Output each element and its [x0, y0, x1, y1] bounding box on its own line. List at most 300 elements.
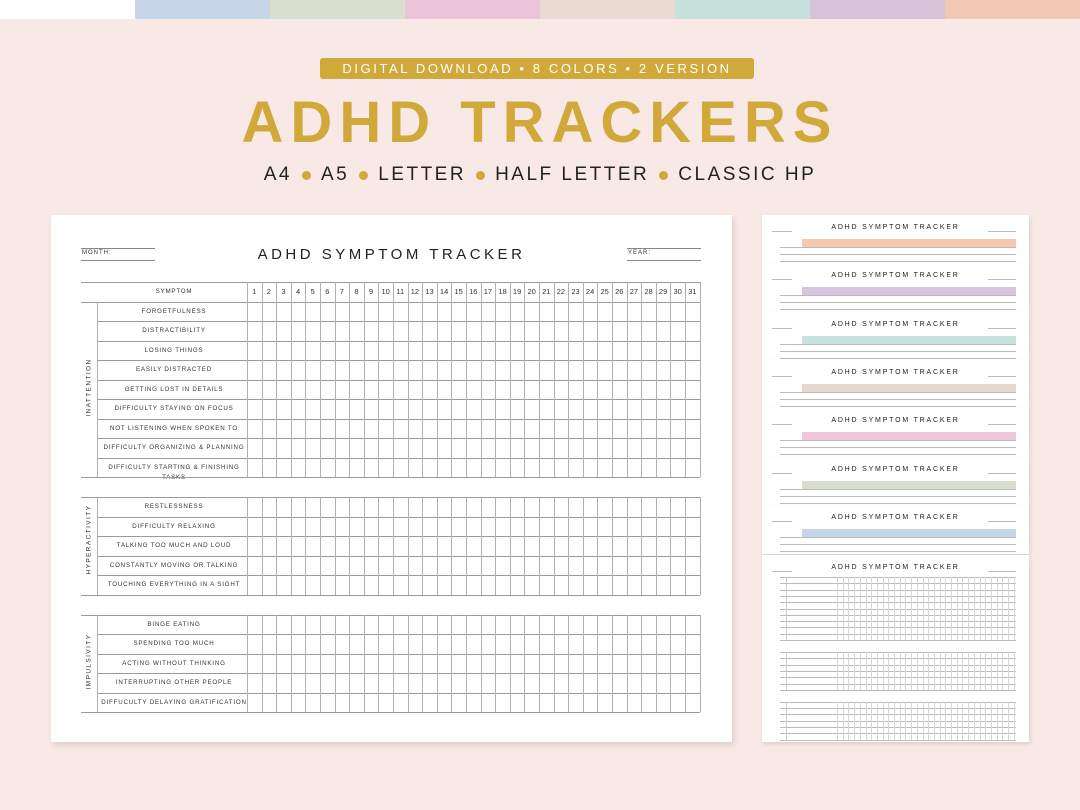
preview-column-line	[940, 577, 941, 640]
preview-column-line	[905, 577, 906, 640]
preview-column-line	[997, 577, 998, 640]
row-line	[97, 556, 700, 557]
preview-column-line	[905, 652, 906, 690]
preview-column-line	[883, 577, 884, 640]
preview-column-line	[940, 652, 941, 690]
day-column-line	[700, 282, 701, 477]
day-column-line	[524, 282, 525, 477]
preview-header-band	[802, 287, 1016, 295]
preview-column-line	[945, 652, 946, 690]
preview-row-line	[780, 254, 1016, 255]
day-column-line	[612, 282, 613, 477]
preview-column-line	[945, 702, 946, 740]
day-column-line	[437, 497, 438, 595]
day-column-line	[510, 497, 511, 595]
day-column-line	[685, 497, 686, 595]
preview-column-line	[991, 702, 992, 740]
day-column-line	[349, 615, 350, 713]
day-column-line	[481, 497, 482, 595]
preview-column-line	[974, 577, 975, 640]
preview-header-band	[802, 432, 1016, 440]
preview-column-line	[957, 652, 958, 690]
swatch-8	[945, 0, 1080, 19]
color-preview-card	[762, 360, 1029, 409]
symptom-label: BINGE EATING	[147, 620, 201, 628]
day-column-line	[393, 497, 394, 595]
preview-row-line	[780, 583, 1016, 584]
preview-row-line	[780, 351, 1016, 352]
day-column-line	[554, 497, 555, 595]
preview-year-line	[988, 376, 1016, 377]
day-column-line	[320, 615, 321, 713]
sheet-title: ADHD SYMPTOM TRACKER	[257, 246, 526, 263]
preview-row-line	[780, 447, 1016, 448]
row-line	[97, 380, 700, 381]
symptom-label: EASILY DISTRACTED	[136, 366, 212, 373]
row-line	[81, 712, 700, 713]
size-label: A5	[320, 164, 350, 185]
preview-column-line	[888, 577, 889, 640]
size-label: A4	[263, 164, 292, 185]
day-number: 25	[600, 287, 609, 296]
preview-title: ADHD SYMPTOM TRACKER	[831, 272, 960, 280]
day-number: 30	[673, 287, 682, 296]
day-column-line	[481, 615, 482, 713]
day-column-line	[364, 615, 365, 713]
row-line	[81, 595, 700, 596]
row-line	[97, 673, 700, 674]
preview-row-line	[780, 684, 1016, 685]
preview-row-line	[780, 721, 1016, 722]
row-line	[97, 654, 700, 655]
preview-column-line	[911, 702, 912, 740]
full-version-preview	[762, 555, 1029, 742]
preview-year-line	[988, 424, 1016, 425]
preview-row-line	[780, 399, 1016, 400]
preview-column-line	[1014, 652, 1015, 690]
day-column-line	[641, 282, 642, 477]
day-column-line	[276, 615, 277, 713]
preview-column-line	[848, 652, 849, 690]
day-column-line	[554, 282, 555, 477]
preview-title: ADHD SYMPTOM TRACKER	[831, 320, 960, 328]
color-preview-card	[762, 408, 1029, 457]
day-number: 16	[469, 287, 478, 296]
day-number: 18	[498, 287, 507, 296]
header-bottom-border	[81, 302, 700, 303]
day-number: 2	[266, 287, 271, 296]
day-column-line	[262, 282, 263, 477]
preview-column-line	[951, 702, 952, 740]
day-column-line	[305, 282, 306, 477]
preview-column-line	[974, 652, 975, 690]
day-column-line	[451, 615, 452, 713]
day-column-line	[305, 615, 306, 713]
preview-column-line	[991, 652, 992, 690]
day-column-line	[335, 497, 336, 595]
preview-row-line	[780, 640, 1016, 641]
day-column-line	[422, 615, 423, 713]
day-column-line	[495, 615, 496, 713]
day-column-line	[422, 497, 423, 595]
preview-column-line	[1008, 652, 1009, 690]
day-column-line	[422, 282, 423, 477]
symptom-label: TALKING TOO MUCH AND LOUD	[116, 542, 232, 549]
swatch-3	[270, 0, 405, 19]
preview-row-line	[780, 658, 1016, 659]
preview-header-band	[802, 481, 1016, 489]
preview-column-line	[1014, 702, 1015, 740]
preview-column-line	[997, 652, 998, 690]
section-top-border	[81, 497, 700, 498]
day-number: 20	[527, 287, 536, 296]
section-label: IMPULSIVITY	[85, 633, 93, 690]
day-number: 31	[688, 287, 697, 296]
preview-column-line	[894, 577, 895, 640]
day-column-line	[539, 282, 540, 477]
row-line	[97, 419, 700, 420]
day-column-line	[670, 615, 671, 713]
day-column-line	[670, 282, 671, 477]
day-number: 22	[556, 287, 566, 296]
preview-row-line	[780, 247, 1016, 248]
row-line	[97, 321, 700, 322]
day-column-line	[451, 497, 452, 595]
day-number: 28	[644, 287, 653, 296]
day-column-line	[510, 615, 511, 713]
day-column-line	[466, 615, 467, 713]
symptom-label: TOUCHING EVERYTHING IN A SIGHT	[107, 581, 241, 588]
preview-column-line	[883, 652, 884, 690]
day-column-line	[291, 615, 292, 713]
day-column-line	[539, 497, 540, 595]
day-column-line	[276, 497, 277, 595]
preview-row-line	[780, 609, 1016, 610]
preview-column-line	[1002, 652, 1003, 690]
preview-column-line	[860, 652, 861, 690]
day-number: 23	[571, 287, 580, 296]
day-column-line	[641, 497, 642, 595]
symptom-header: SYMPTOM	[155, 288, 193, 295]
day-column-line	[378, 497, 379, 595]
preview-column-line	[928, 702, 929, 740]
preview-title: ADHD SYMPTOM TRACKER	[831, 465, 960, 473]
preview-title: ADHD SYMPTOM TRACKER	[831, 224, 960, 231]
preview-column-line	[871, 702, 872, 740]
preview-month-line	[772, 376, 792, 377]
row-line	[97, 517, 700, 518]
day-column-line	[262, 615, 263, 713]
preview-column-line	[900, 652, 901, 690]
preview-column-line	[934, 577, 935, 640]
day-number: 8	[354, 287, 359, 296]
day-number: 29	[658, 287, 668, 296]
size-label: CLASSIC HP	[678, 164, 817, 185]
preview-row-line	[780, 358, 1016, 359]
preview-month-line	[772, 521, 792, 522]
category-divider	[97, 302, 98, 478]
preview-row-line	[780, 740, 1016, 741]
preview-column-line	[968, 577, 969, 640]
preview-column-line	[883, 702, 884, 740]
preview-column-line	[980, 577, 981, 640]
preview-row-line	[780, 727, 1016, 728]
preview-column-line	[888, 652, 889, 690]
preview-row-line	[780, 714, 1016, 715]
preview-column-line	[911, 577, 912, 640]
preview-column-line	[928, 577, 929, 640]
day-column-line	[466, 282, 467, 477]
preview-column-line	[951, 652, 952, 690]
symptom-label: SPENDING TOO MUCH	[133, 640, 215, 647]
preview-year-line	[988, 328, 1016, 329]
preview-column-line	[974, 702, 975, 740]
day-column-line	[524, 497, 525, 595]
separator-dot	[659, 171, 668, 180]
day-column-line	[291, 497, 292, 595]
preview-column-line	[923, 577, 924, 640]
row-line	[97, 458, 700, 459]
preview-month-line	[772, 571, 792, 572]
preview-column-line	[980, 652, 981, 690]
preview-column-line	[900, 577, 901, 640]
preview-column-line	[934, 652, 935, 690]
day-column-line	[495, 282, 496, 477]
preview-column-line	[905, 702, 906, 740]
preview-row-line	[780, 733, 1016, 734]
preview-column-line	[877, 577, 878, 640]
preview-category-divider	[786, 702, 787, 740]
day-number: 9	[369, 287, 374, 296]
row-line	[97, 399, 700, 400]
day-column-line	[554, 615, 555, 713]
preview-row-line	[780, 702, 1016, 703]
category-divider	[97, 615, 98, 713]
section-top-border	[81, 615, 700, 616]
preview-column-line	[854, 577, 855, 640]
day-column-line	[305, 497, 306, 595]
day-column-line	[627, 282, 628, 477]
symptom-label: DIFFICULTY STAYING ON FOCUS	[114, 405, 234, 412]
color-preview-card	[762, 263, 1029, 312]
day-number: 1	[252, 287, 257, 296]
preview-title: ADHD SYMPTOM TRACKER	[831, 513, 960, 521]
day-column-line	[583, 282, 584, 477]
row-line	[97, 693, 700, 694]
preview-column-line	[940, 702, 941, 740]
preview-row-line	[780, 344, 1016, 345]
row-line	[97, 341, 700, 342]
symptom-label: GETTING LOST IN DETAILS	[124, 385, 224, 393]
day-column-line	[247, 497, 248, 595]
preview-column-line	[837, 577, 838, 640]
day-column-line	[700, 615, 701, 713]
day-number: 11	[396, 287, 405, 296]
row-line	[97, 634, 700, 635]
section-label: INATTENTION	[85, 358, 93, 417]
preview-column-line	[917, 577, 918, 640]
day-column-line	[583, 497, 584, 595]
day-number: 3	[281, 287, 286, 296]
day-column-line	[627, 497, 628, 595]
preview-title: ADHD SYMPTOM TRACKER	[831, 564, 960, 571]
preview-column-line	[923, 702, 924, 740]
symptom-label: DIFFUCULTY DELAYING GRATIFICATION	[101, 698, 247, 706]
preview-column-line	[843, 577, 844, 640]
size-list	[0, 162, 1080, 188]
day-column-line	[378, 282, 379, 477]
day-number: 4	[296, 287, 301, 296]
preview-column-line	[917, 652, 918, 690]
separator-dot	[476, 171, 485, 180]
preview-row-line	[780, 302, 1016, 303]
preview-month-line	[772, 473, 792, 474]
day-column-line	[393, 615, 394, 713]
preview-column-line	[900, 702, 901, 740]
preview-row-line	[780, 671, 1016, 672]
symptom-label: RESTLESSNESS	[144, 503, 204, 510]
preview-header-band	[802, 336, 1016, 344]
row-line	[97, 536, 700, 537]
preview-column-line	[997, 702, 998, 740]
day-column-line	[641, 615, 642, 713]
year-line	[627, 260, 701, 261]
color-preview-card	[762, 215, 1029, 264]
day-column-line	[335, 282, 336, 477]
year-top-line	[627, 248, 701, 249]
preview-row-line	[780, 677, 1016, 678]
preview-column-line	[923, 652, 924, 690]
day-number: 24	[585, 287, 595, 296]
day-column-line	[612, 497, 613, 595]
preview-row-line	[780, 615, 1016, 616]
preview-month-line	[772, 328, 792, 329]
day-column-line	[597, 615, 598, 713]
preview-column-line	[911, 652, 912, 690]
preview-column-line	[985, 702, 986, 740]
preview-column-line	[957, 702, 958, 740]
preview-column-line	[848, 577, 849, 640]
day-column-line	[408, 282, 409, 477]
preview-row-line	[780, 309, 1016, 310]
day-column-line	[393, 282, 394, 477]
preview-year-line	[988, 473, 1016, 474]
preview-month-line	[772, 424, 792, 425]
preview-row-line	[780, 577, 1016, 578]
preview-row-line	[780, 406, 1016, 407]
preview-row-line	[780, 590, 1016, 591]
preview-title: ADHD SYMPTOM TRACKER	[831, 417, 960, 425]
row-line	[97, 438, 700, 439]
symptom-label: FORGETFULNESS	[141, 307, 207, 315]
preview-column-line	[934, 702, 935, 740]
day-column-line	[335, 615, 336, 713]
preview-column-line	[962, 702, 963, 740]
preview-year-line	[988, 231, 1016, 232]
preview-column-line	[968, 702, 969, 740]
color-preview-card	[762, 312, 1029, 361]
day-column-line	[685, 282, 686, 477]
preview-row-line	[780, 596, 1016, 597]
preview-column-line	[917, 702, 918, 740]
preview-title: ADHD SYMPTOM TRACKER	[831, 368, 960, 376]
symptom-label: LOSING THINGS	[144, 346, 204, 354]
color-preview-card	[762, 457, 1029, 506]
day-number: 7	[339, 287, 344, 296]
preview-category-divider	[786, 577, 787, 640]
preview-column-line	[1008, 577, 1009, 640]
preview-column-line	[837, 652, 838, 690]
symptom-label: DIFFICULTY RELAXING	[132, 522, 216, 530]
day-number: 17	[483, 287, 493, 296]
preview-year-line	[988, 571, 1016, 572]
day-column-line	[627, 615, 628, 713]
tracker-sheet-preview	[51, 215, 732, 742]
day-column-line	[247, 282, 248, 477]
day-column-line	[276, 282, 277, 477]
day-number: 19	[512, 287, 522, 296]
preview-column-line	[866, 577, 867, 640]
format-pill: DIGITAL DOWNLOAD • 8 COLORS • 2 VERSION	[320, 58, 754, 79]
preview-row-line	[780, 652, 1016, 653]
day-column-line	[568, 282, 569, 477]
preview-column-line	[871, 577, 872, 640]
preview-column-line	[866, 652, 867, 690]
day-column-line	[291, 282, 292, 477]
day-number: 10	[381, 287, 390, 296]
preview-row-line	[780, 665, 1016, 666]
swatch-1	[0, 0, 135, 19]
day-column-line	[408, 615, 409, 713]
preview-row-line	[780, 440, 1016, 441]
day-column-line	[612, 615, 613, 713]
day-column-line	[437, 282, 438, 477]
day-column-line	[378, 615, 379, 713]
preview-column-line	[991, 577, 992, 640]
day-number: 5	[310, 287, 315, 296]
preview-row-line	[780, 551, 1016, 552]
preview-row-line	[780, 489, 1016, 490]
day-column-line	[656, 282, 657, 477]
preview-column-line	[945, 577, 946, 640]
preview-row-line	[780, 537, 1016, 538]
day-column-line	[466, 497, 467, 595]
day-column-line	[524, 615, 525, 713]
preview-column-line	[837, 702, 838, 740]
day-column-line	[510, 282, 511, 477]
symptom-label: DISTRACTIBILITY	[142, 327, 206, 334]
page-title: ADHD TRACKERS	[241, 90, 839, 155]
day-column-line	[583, 615, 584, 713]
day-column-line	[568, 615, 569, 713]
preview-column-line	[854, 652, 855, 690]
preview-column-line	[1014, 577, 1015, 640]
day-column-line	[685, 615, 686, 713]
preview-row-line	[780, 690, 1016, 691]
preview-column-line	[854, 702, 855, 740]
year-label: YEAR:	[628, 250, 652, 256]
preview-row-line	[780, 634, 1016, 635]
preview-column-line	[968, 652, 969, 690]
day-column-line	[364, 497, 365, 595]
day-number: 6	[325, 287, 330, 296]
swatch-5	[540, 0, 675, 19]
preview-column-line	[871, 652, 872, 690]
preview-column-line	[962, 652, 963, 690]
row-line	[97, 360, 700, 361]
preview-column-line	[860, 577, 861, 640]
preview-row-line	[780, 627, 1016, 628]
